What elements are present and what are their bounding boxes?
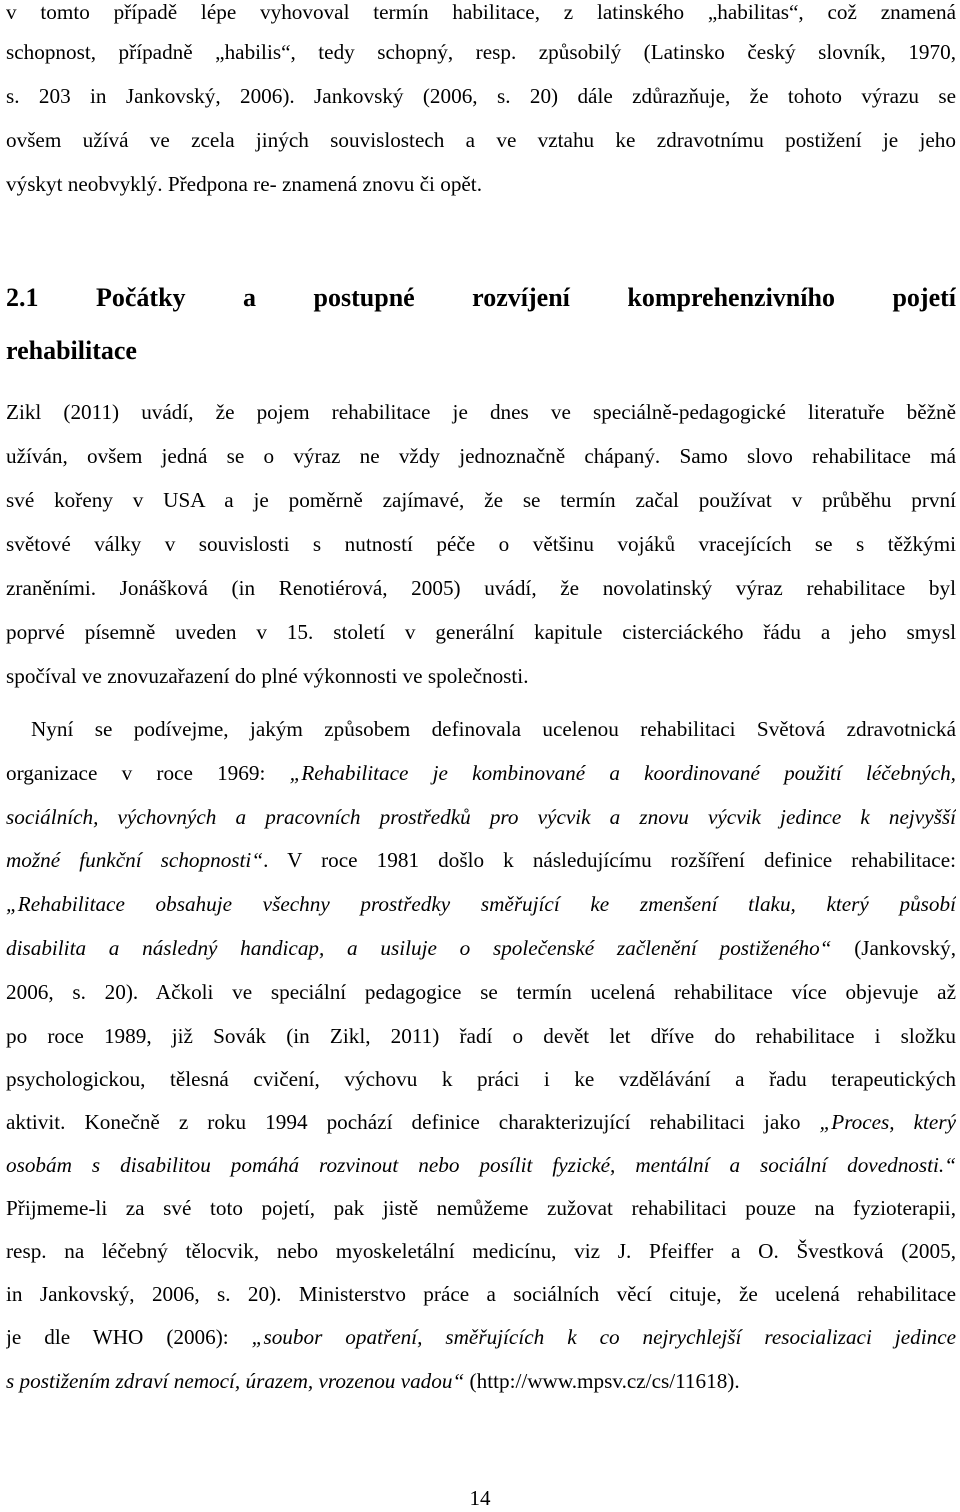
p2-line-4-quote: možné funkční schopnosti“ bbox=[6, 848, 264, 872]
p2-line-2-text: organizace v roce 1969: bbox=[6, 761, 290, 785]
p2-line-3 bbox=[6, 802, 956, 832]
section-heading-line-2: rehabilitace bbox=[6, 336, 137, 365]
p2-line-9: psychologickou, tělesná cvičení, výchovu k práci i ke vzdělávání a řadu terapeutických bbox=[6, 1067, 956, 1091]
p2-line-4 bbox=[6, 845, 956, 875]
p2-line-2-quote: „Rehabilitace je kombinované a koordinované použití léčebných, bbox=[289, 761, 956, 785]
p2-line-4-text: . V roce 1981 došlo k následujícímu rozšíření definice rehabilitace: bbox=[263, 848, 956, 872]
p2-line-6-quote: disabilita a následný handicap, a usiluje o společenské začlenění postiženého“ bbox=[6, 936, 832, 960]
p2-line-5-quote: „Rehabilitace obsahuje všechny prostředky směřující ke zmenšení tlaku, který působí bbox=[6, 892, 956, 916]
p1-line-2-tail: Samo slovo rehabilitace má bbox=[660, 444, 956, 468]
p2-line-6-text: (Jankovský, bbox=[831, 936, 956, 960]
p2-line-16-quote: s postižením zdraví nemocí, úrazem, vrozenou vadou“ bbox=[6, 1369, 465, 1393]
intro-line-5: výskyt neobvyklý. Předpona re- znamená znovu či opět. bbox=[6, 172, 482, 196]
intro-line-1: v tomto případě lépe vyhovoval termín habilitace, z latinského „habilitas“, což znamená bbox=[6, 0, 956, 24]
p1-line-2-text: užíván, ovšem jedná se o výraz ne vždy jednoznačně chápaný. bbox=[6, 444, 661, 468]
p2-line-10 bbox=[6, 1107, 956, 1137]
p2-line-5 bbox=[6, 889, 956, 919]
intro-line-4: ovšem užívá ve zcela jiných souvislostech a ve vztahu ke zdravotnímu postižení je jeho bbox=[6, 128, 956, 152]
p2-line-11-quote: osobám s disabilitou pomáhá rozvinout nebo posílit fyzické, mentální a sociální dovednosti.“ bbox=[6, 1153, 956, 1177]
p1-line-2 bbox=[6, 441, 956, 471]
intro-line-2: schopnost, případně „habilis“, tedy schopný, resp. způsobilý (Latinsko český slovník, 1970, bbox=[6, 40, 956, 64]
p2-line-16 bbox=[6, 1366, 956, 1396]
p1-line-3: své kořeny v USA a je poměrně zajímavé, že se termín začal používat v průběhu první bbox=[6, 488, 956, 512]
p2-line-3-quote: sociálních, výchovných a pracovních prostředků pro výcvik a znovu výcvik jedince k nejvyšší bbox=[6, 805, 956, 829]
p1-line-6: poprvé písemně uveden v 15. století v generální kapitule cisterciáckého řádu a jeho smysl bbox=[6, 620, 956, 644]
p1-line-5: zraněními. Jonášková (in Renotiérová, 2005) uvádí, že novolatinský výraz rehabilitace byl bbox=[6, 576, 956, 600]
p2-line-2 bbox=[6, 758, 956, 788]
p2-line-10-text: aktivit. Konečně z roku 1994 pochází definice charakterizující rehabilitaci jako bbox=[6, 1110, 820, 1134]
p2-line-1: Nyní se podívejme, jakým způsobem definovala ucelenou rehabilitaci Světová zdravotnická bbox=[31, 717, 956, 741]
p2-line-7: 2006, s. 20). Ačkoli ve speciální pedagogice se termín ucelená rehabilitace více objevuje až bbox=[6, 980, 956, 1004]
p1-line-4: světové války v souvislosti s nutností péče o většinu vojáků vracejících se s těžkými bbox=[6, 532, 956, 556]
p2-line-12: Přijmeme-li za své toto pojetí, pak jistě nemůžeme zužovat rehabilitaci pouze na fyzioterapii, bbox=[6, 1196, 956, 1220]
p2-line-8: po roce 1989, již Sovák (in Zikl, 2011) řadí o devět let dříve do rehabilitace i složku bbox=[6, 1024, 956, 1048]
p2-line-13: resp. na léčebný tělocvik, nebo myoskeletální medicínu, viz J. Pfeiffer a O. Švestková (2005, bbox=[6, 1239, 956, 1263]
p2-line-15-text: je dle WHO (2006): bbox=[6, 1325, 252, 1349]
p2-line-14: in Jankovský, 2006, s. 20). Ministerstvo práce a sociálních věcí cituje, že ucelená rehabilitace bbox=[6, 1282, 956, 1306]
p2-line-10-quote: „Proces, který bbox=[819, 1110, 956, 1134]
p2-line-11 bbox=[6, 1150, 956, 1180]
page-number: 14 bbox=[469, 1486, 491, 1510]
p1-line-1: Zikl (2011) uvádí, že pojem rehabilitace je dnes ve speciálně-pedagogické literatuře běžně bbox=[6, 400, 956, 424]
section-heading-line-1: 2.1 Počátky a postupné rozvíjení komprehenzivního pojetí bbox=[6, 283, 956, 312]
intro-line-3: s. 203 in Jankovský, 2006). Jankovský (2006, s. 20) dále zdůrazňuje, že tohoto výrazu se bbox=[6, 84, 956, 108]
p2-line-15 bbox=[6, 1322, 956, 1352]
p2-line-15-quote: „soubor opatření, směřujících k co nejrychlejší resocializaci jedince bbox=[251, 1325, 956, 1349]
p2-line-6 bbox=[6, 933, 956, 963]
p1-line-7: spočíval ve znovuzařazení do plné výkonnosti ve společnosti. bbox=[6, 664, 529, 688]
p2-line-16-text: (http://www.mpsv.cz/cs/11618). bbox=[464, 1369, 740, 1393]
